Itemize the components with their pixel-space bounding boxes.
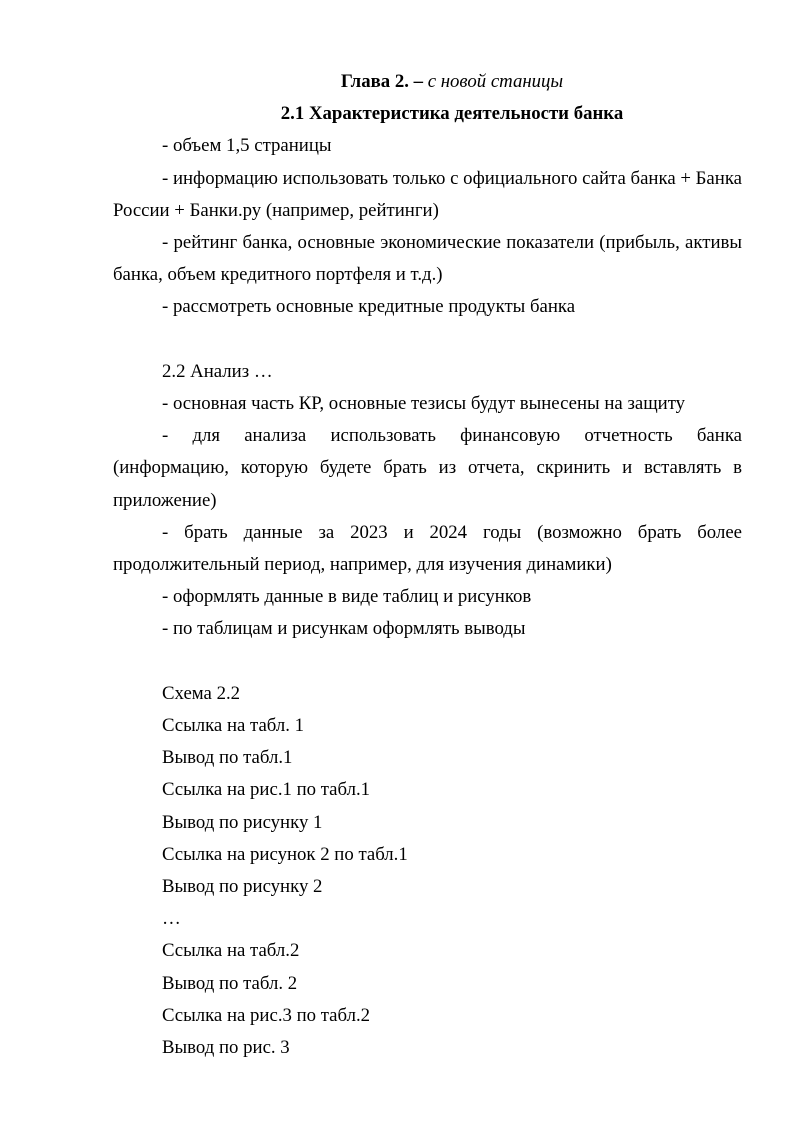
paragraph: - для анализа использовать финансовую отчетность банка (информацию, которую будете брать из отчета, скринить и вставлять в приложение) bbox=[113, 425, 742, 511]
chapter-title-bold: Глава 2. – bbox=[340, 71, 423, 92]
paragraph: - рейтинг банка, основные экономические показатели (прибыль, активы банка, объем кредитного портфеля и т.д.) bbox=[113, 232, 742, 286]
paragraph: - брать данные за 2023 и 2024 годы (возможно брать более продолжительный период, например, для изучения динамики) bbox=[113, 521, 742, 576]
document-body bbox=[113, 66, 742, 1064]
paragraph: Вывод по табл. 2 bbox=[162, 972, 298, 994]
paragraph: Схема 2.2 bbox=[162, 682, 241, 704]
paragraph: Ссылка на табл.2 bbox=[162, 940, 300, 962]
paragraph: Ссылка на табл. 1 bbox=[162, 715, 305, 737]
paragraph: - информацию использовать только с официального сайта банка + Банка России + Банки.ру (например, рейтинги) bbox=[113, 167, 742, 221]
chapter-title bbox=[113, 66, 742, 98]
blank-line bbox=[113, 646, 742, 678]
paragraph: - по таблицам и рисункам оформлять выводы bbox=[162, 618, 526, 640]
paragraph: - рассмотреть основные кредитные продукты банка bbox=[162, 296, 576, 318]
paragraph: - оформлять данные в виде таблиц и рисунков bbox=[162, 586, 532, 608]
paragraph: Вывод по табл.1 bbox=[162, 747, 293, 769]
paragraph: Ссылка на рисунок 2 по табл.1 bbox=[162, 843, 408, 865]
paragraph: Вывод по рисунку 1 bbox=[162, 811, 323, 833]
paragraph: Вывод по рис. 3 bbox=[162, 1037, 290, 1059]
blank-line bbox=[113, 324, 742, 356]
paragraph: … bbox=[162, 908, 181, 930]
paragraph: - основная часть КР, основные тезисы будут вынесены на защиту bbox=[162, 393, 686, 415]
paragraph: Вывод по рисунку 2 bbox=[162, 876, 323, 898]
paragraph: Ссылка на рис.3 по табл.2 bbox=[162, 1004, 371, 1026]
paragraph: Ссылка на рис.1 по табл.1 bbox=[162, 779, 371, 801]
chapter-title-italic: с новой станицы bbox=[423, 71, 564, 92]
section-heading: 2.1 Характеристика деятельности банка bbox=[280, 103, 624, 125]
paragraph: - объем 1,5 страницы bbox=[162, 135, 332, 157]
paragraph: 2.2 Анализ … bbox=[162, 360, 273, 382]
